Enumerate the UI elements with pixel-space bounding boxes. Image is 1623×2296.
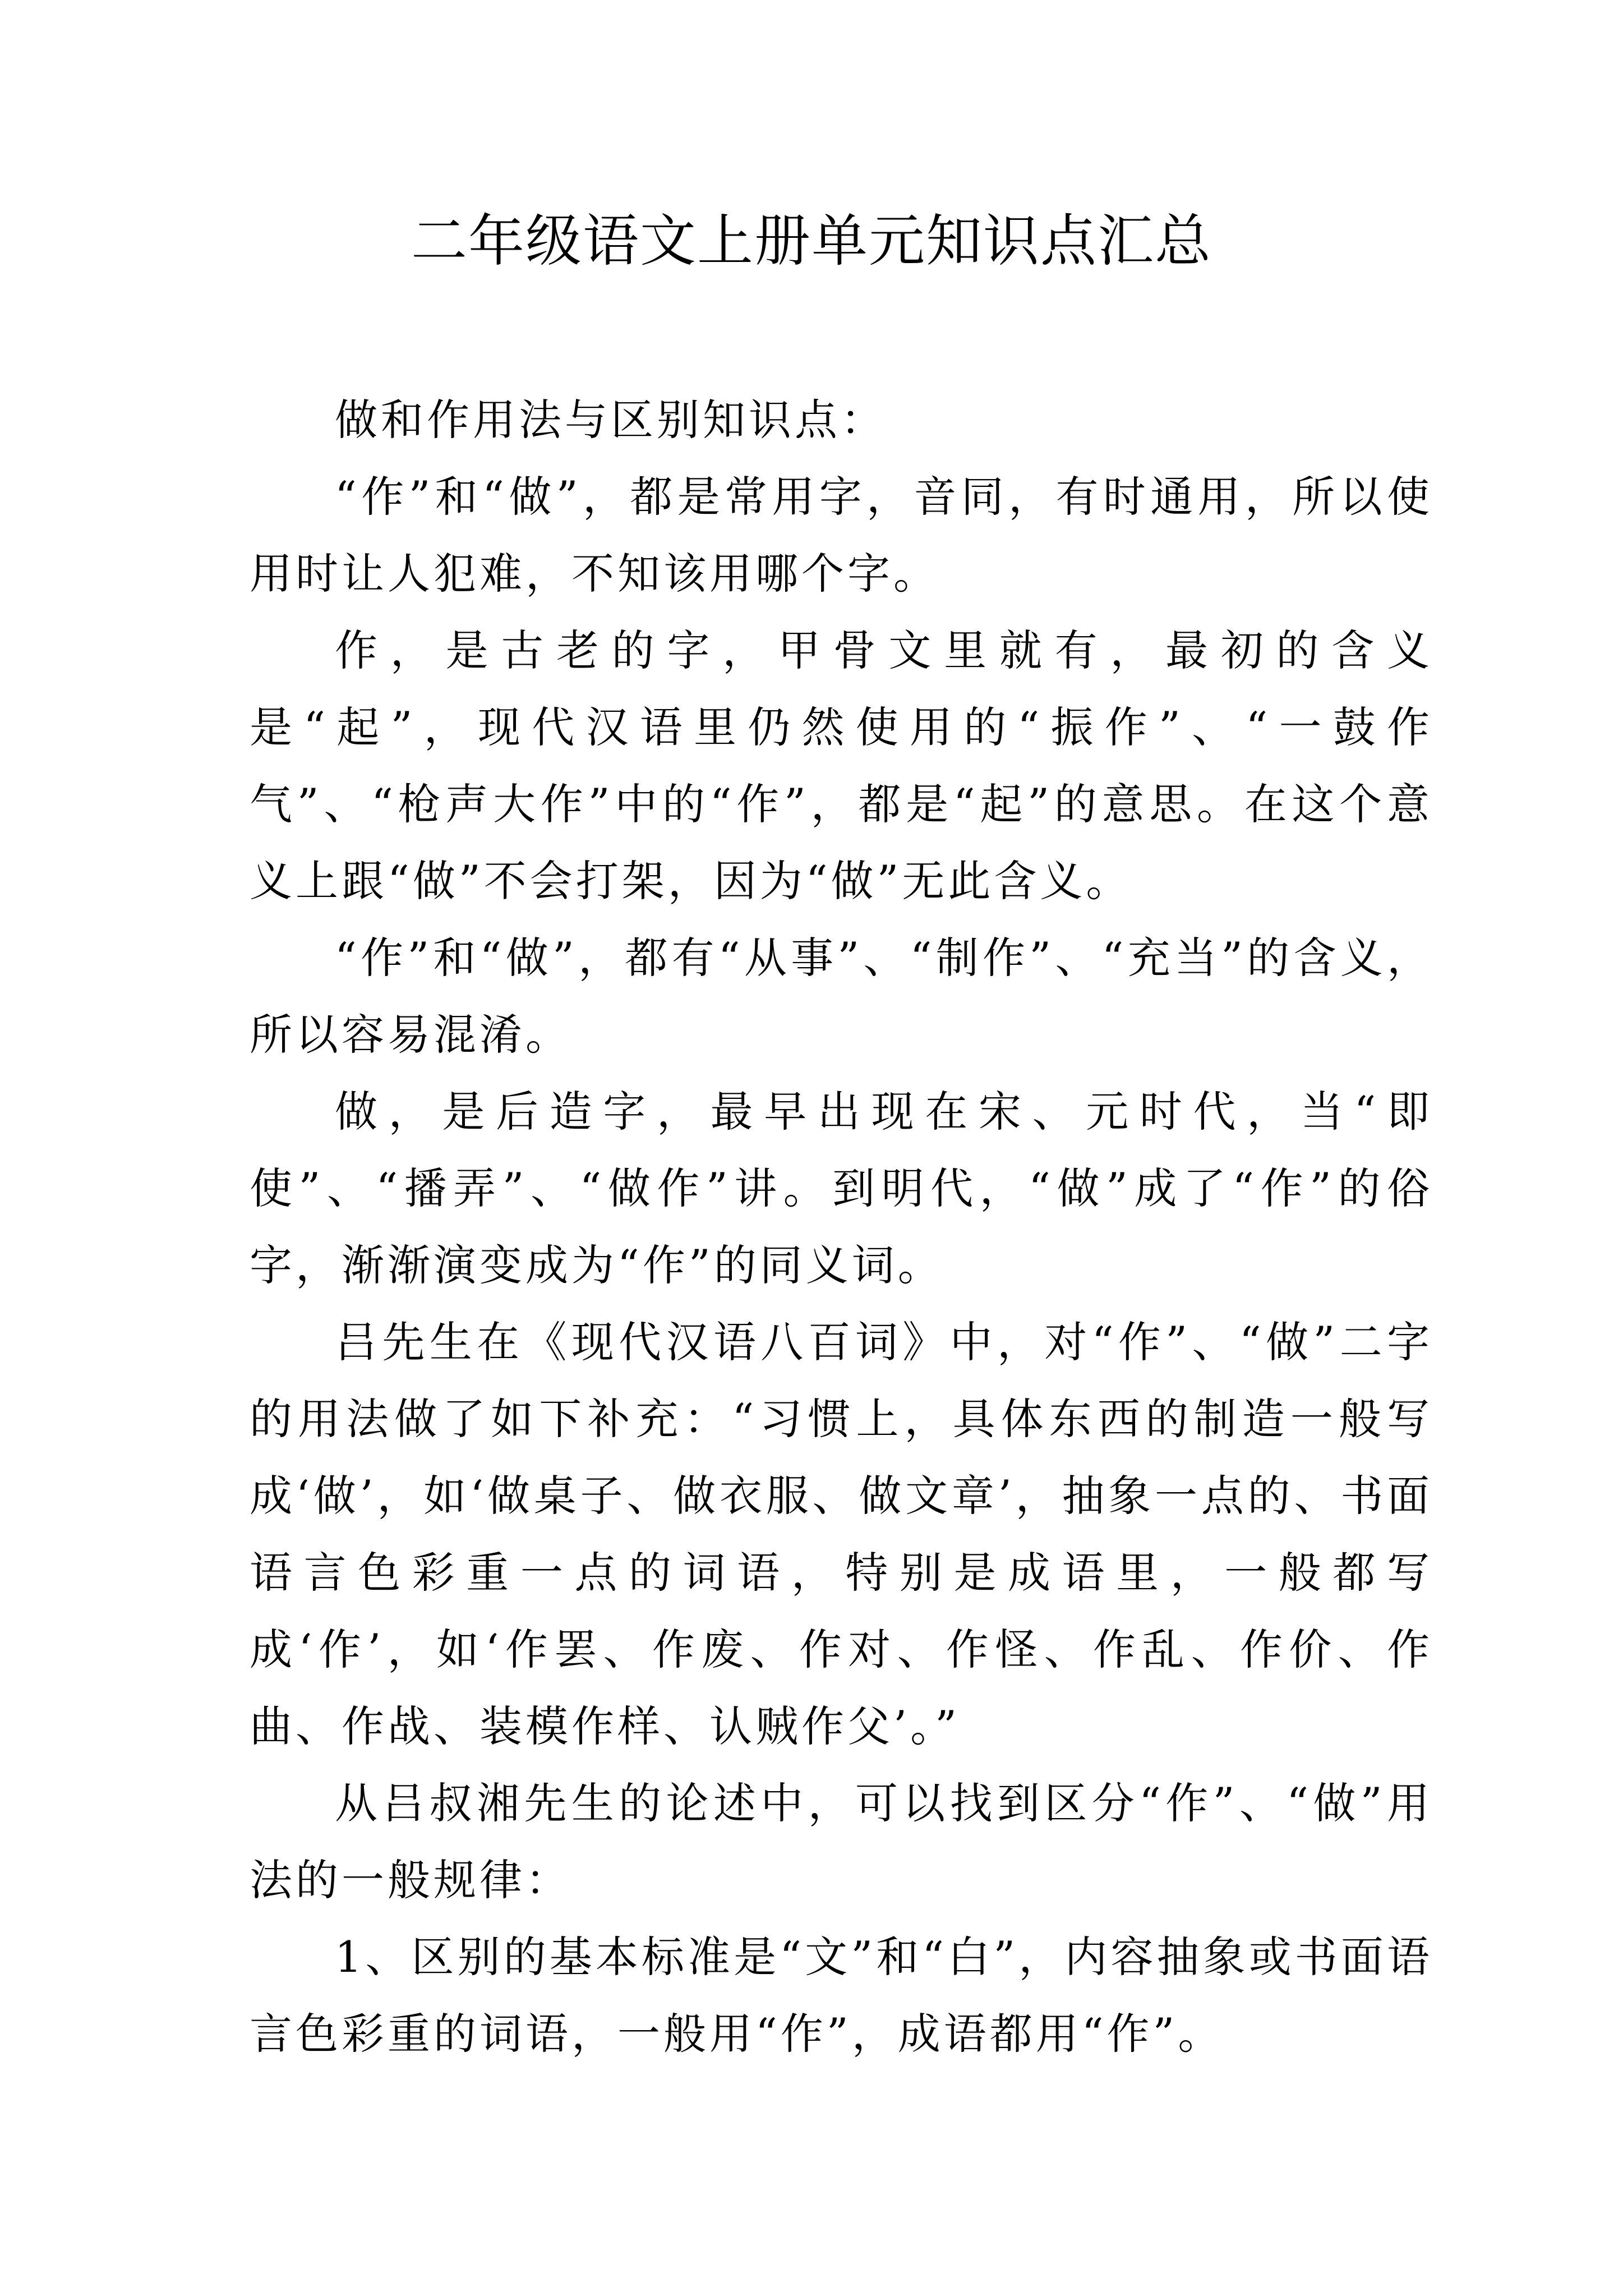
paragraph-heading: 做和作用法与区别知识点： [335, 395, 887, 445]
paragraph: “作”和“做”，都有“从事”、“制作”、“充当”的含义，所以容易混淆。 [250, 933, 1433, 1060]
paragraph: 吕先生在《现代汉语八百词》中，对“作”、“做”二字的用法做了如下补充：“习惯上，具体东西的制造一般写成‘做’，如‘做桌子、做衣服、做文章’，抽象一点的、书面语言色彩重一点的词语，特别是成语里，一般都写成‘作’，如‘作罢、作废、作对、作怪、作乱、作价、作曲、作战、装模作样、认贼作父’。” [250, 1317, 1433, 1751]
document-title: 二年级语文上册单元知识点汇总 [411, 208, 1212, 274]
paragraph: 从吕叔湘先生的论述中，可以找到区分“作”、“做”用法的一般规律： [250, 1778, 1433, 1905]
paragraph: 做，是后造字，最早出现在宋、元时代，当“即使”、“播弄”、“做作”讲。到明代，“做”成了“作”的俗字，渐渐演变成为“作”的同义词。 [250, 1087, 1433, 1290]
paragraph-rule-1: 1、区别的基本标准是“文”和“白”，内容抽象或书面语言色彩重的词语，一般用“作”，成语都用“作”。 [250, 1932, 1433, 2059]
document-body [250, 381, 1433, 2072]
paragraph: 作，是古老的字，甲骨文里就有，最初的含义是“起”，现代汉语里仍然使用的“振作”、“一鼓作气”、“枪声大作”中的“作”，都是“起”的意思。在这个意义上跟“做”不会打架，因为“做”无此含义。 [250, 625, 1433, 906]
paragraph: “作”和“做”，都是常用字，音同，有时通用，所以使用时让人犯难，不知该用哪个字。 [250, 472, 1433, 599]
